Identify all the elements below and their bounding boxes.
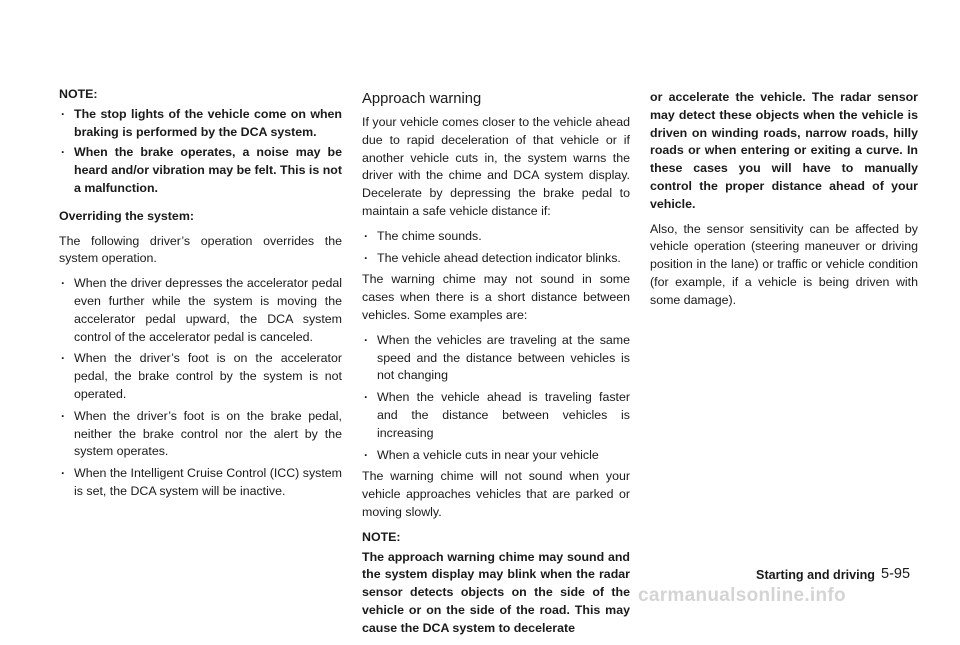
- if-item: . The chime sounds.: [362, 228, 630, 246]
- chime-text: The warning chime may not sound in some cases when there is a short distance between vehicles. Some examples are:: [362, 272, 630, 322]
- if-list: [362, 228, 630, 268]
- override-item: . When the Intelligent Cruise Control (ICC) system is set, the DCA system will be inactive.: [59, 465, 342, 501]
- note-label-2: NOTE:: [362, 529, 401, 544]
- override-item: . When the driver’s foot is on the accelerator pedal, the brake control by the system is not operated.: [59, 350, 342, 403]
- override-list: [59, 275, 342, 501]
- example-item: . When the vehicle ahead is traveling faster and the distance between vehicles is increasing: [362, 389, 630, 442]
- note-item: . The stop lights of the vehicle come on when braking is performed by the DCA system.: [59, 106, 342, 142]
- no-sound-text: The warning chime will not sound when your vehicle approaches vehicles that are parked or moving slowly.: [362, 469, 630, 519]
- column-left: [59, 86, 342, 505]
- section-title: Starting and driving: [756, 568, 875, 582]
- override-heading: Overriding the system:: [59, 208, 194, 223]
- override-item: . When the driver’s foot is on the brake pedal, neither the brake control nor the alert by the system operates.: [59, 408, 342, 461]
- note-item: . When the brake operates, a noise may be heard and/or vibration may be felt. This is not a malfunction.: [59, 144, 342, 197]
- example-item: . When the vehicles are traveling at the same speed and the distance between vehicles is not changing: [362, 332, 630, 385]
- if-item: . The vehicle ahead detection indicator blinks.: [362, 250, 630, 268]
- column-right: [650, 89, 918, 317]
- approach-warning-heading: Approach warning: [362, 91, 482, 107]
- override-item: . When the driver depresses the accelerator pedal even further while the system is moving the accelerator pedal upward, the DCA system control of the accelerator pedal is canceled.: [59, 275, 342, 346]
- note-list: [59, 106, 342, 198]
- note-continued: or accelerate the vehicle. The radar sensor may detect these objects when the vehicle is driven on winding roads, narrow roads, hilly roads or when entering or exiting a curve. In these cases you will have to manually control the proper distance ahead of your vehicle.: [650, 90, 918, 211]
- approach-intro: If your vehicle comes closer to the vehicle ahead due to rapid deceleration of that vehicle or if another vehicle cuts in, the system warns the driver with the chime and DCA system display. Decelerate by depressing the brake pedal to maintain a safe vehicle distance if:: [362, 115, 630, 218]
- example-item: . When a vehicle cuts in near your vehicle: [362, 447, 630, 465]
- example-list: [362, 332, 630, 465]
- sensitivity-text: Also, the sensor sensitivity can be affected by vehicle operation (steering maneuver or driving position in the lane) or traffic or vehicle condition (for example, if a vehicle is being driven with some damage).: [650, 221, 918, 307]
- column-middle: [362, 89, 630, 645]
- watermark: carmanualsonline.info: [638, 585, 846, 606]
- note-label: NOTE:: [59, 87, 98, 101]
- override-intro: The following driver’s operation overrides the system operation.: [59, 233, 342, 266]
- page-number: 5-95: [881, 566, 911, 582]
- approach-note-text: The approach warning chime may sound and the system display may blink when the radar sensor detects objects on the side of the vehicle or on the side of the road. This may cause the DCA system to decelerate: [362, 549, 630, 635]
